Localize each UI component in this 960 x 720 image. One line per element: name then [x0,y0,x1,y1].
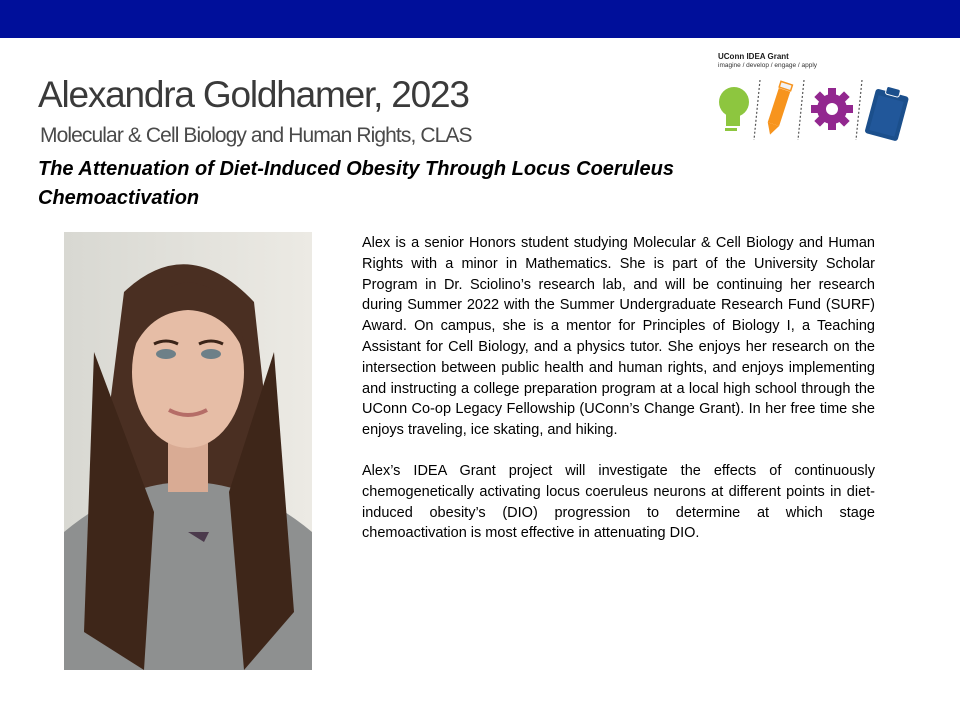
student-photo [64,232,312,670]
bio-paragraph-2: Alex’s IDEA Grant project will investigate the effects of continuously chemogenetically activating locus coeruleus neurons at different points in diet-induced obesity’s (DIO) progression to determine at which stage chemoactivation is most effective in attenuating DIO. [362,462,875,542]
student-bio [362,233,875,564]
student-major: Molecular & Cell Biology and Human Rights, CLAS [40,124,472,147]
logo-title: UConn IDEA Grant [718,52,789,61]
logo-subtitle: imagine / develop / engage / apply [718,62,818,69]
top-banner-bar [0,0,960,38]
project-title: The Attenuation of Diet-Induced Obesity Through Locus Coeruleus Chemoactivation [38,158,674,209]
student-name: Alexandra Goldhamer, 2023 [38,74,469,115]
bio-paragraph-1: Alex is a senior Honors student studying Molecular & Cell Biology and Human Rights with a minor in Mathematics. She is part of the University Scholar Program in Dr. Sciolino’s research lab, and will be continuing her research during Summer 2022 with the Summer Undergraduate Research Fund (SURF) Award. On campus, she is a mentor for Principles of Biology I, a Teaching Assistant for Cell Biology, and a physics tutor. She enjoys her research on the intersection between public health and human rights, and enjoys implementing and instructing a college preparation program at a local high school through the UConn Co-op Legacy Fellowship (UConn’s Change Grant). In her free time she enjoys traveling, ice skating, and hiking. [362,235,875,439]
lightbulb-icon [719,87,749,131]
clipboard-icon [864,84,910,142]
pencil-icon [764,81,792,136]
divider-1 [754,80,760,140]
divider-2 [798,80,804,140]
divider-3 [856,80,862,140]
idea-grant-logo [712,50,922,150]
gear-icon [811,88,853,130]
